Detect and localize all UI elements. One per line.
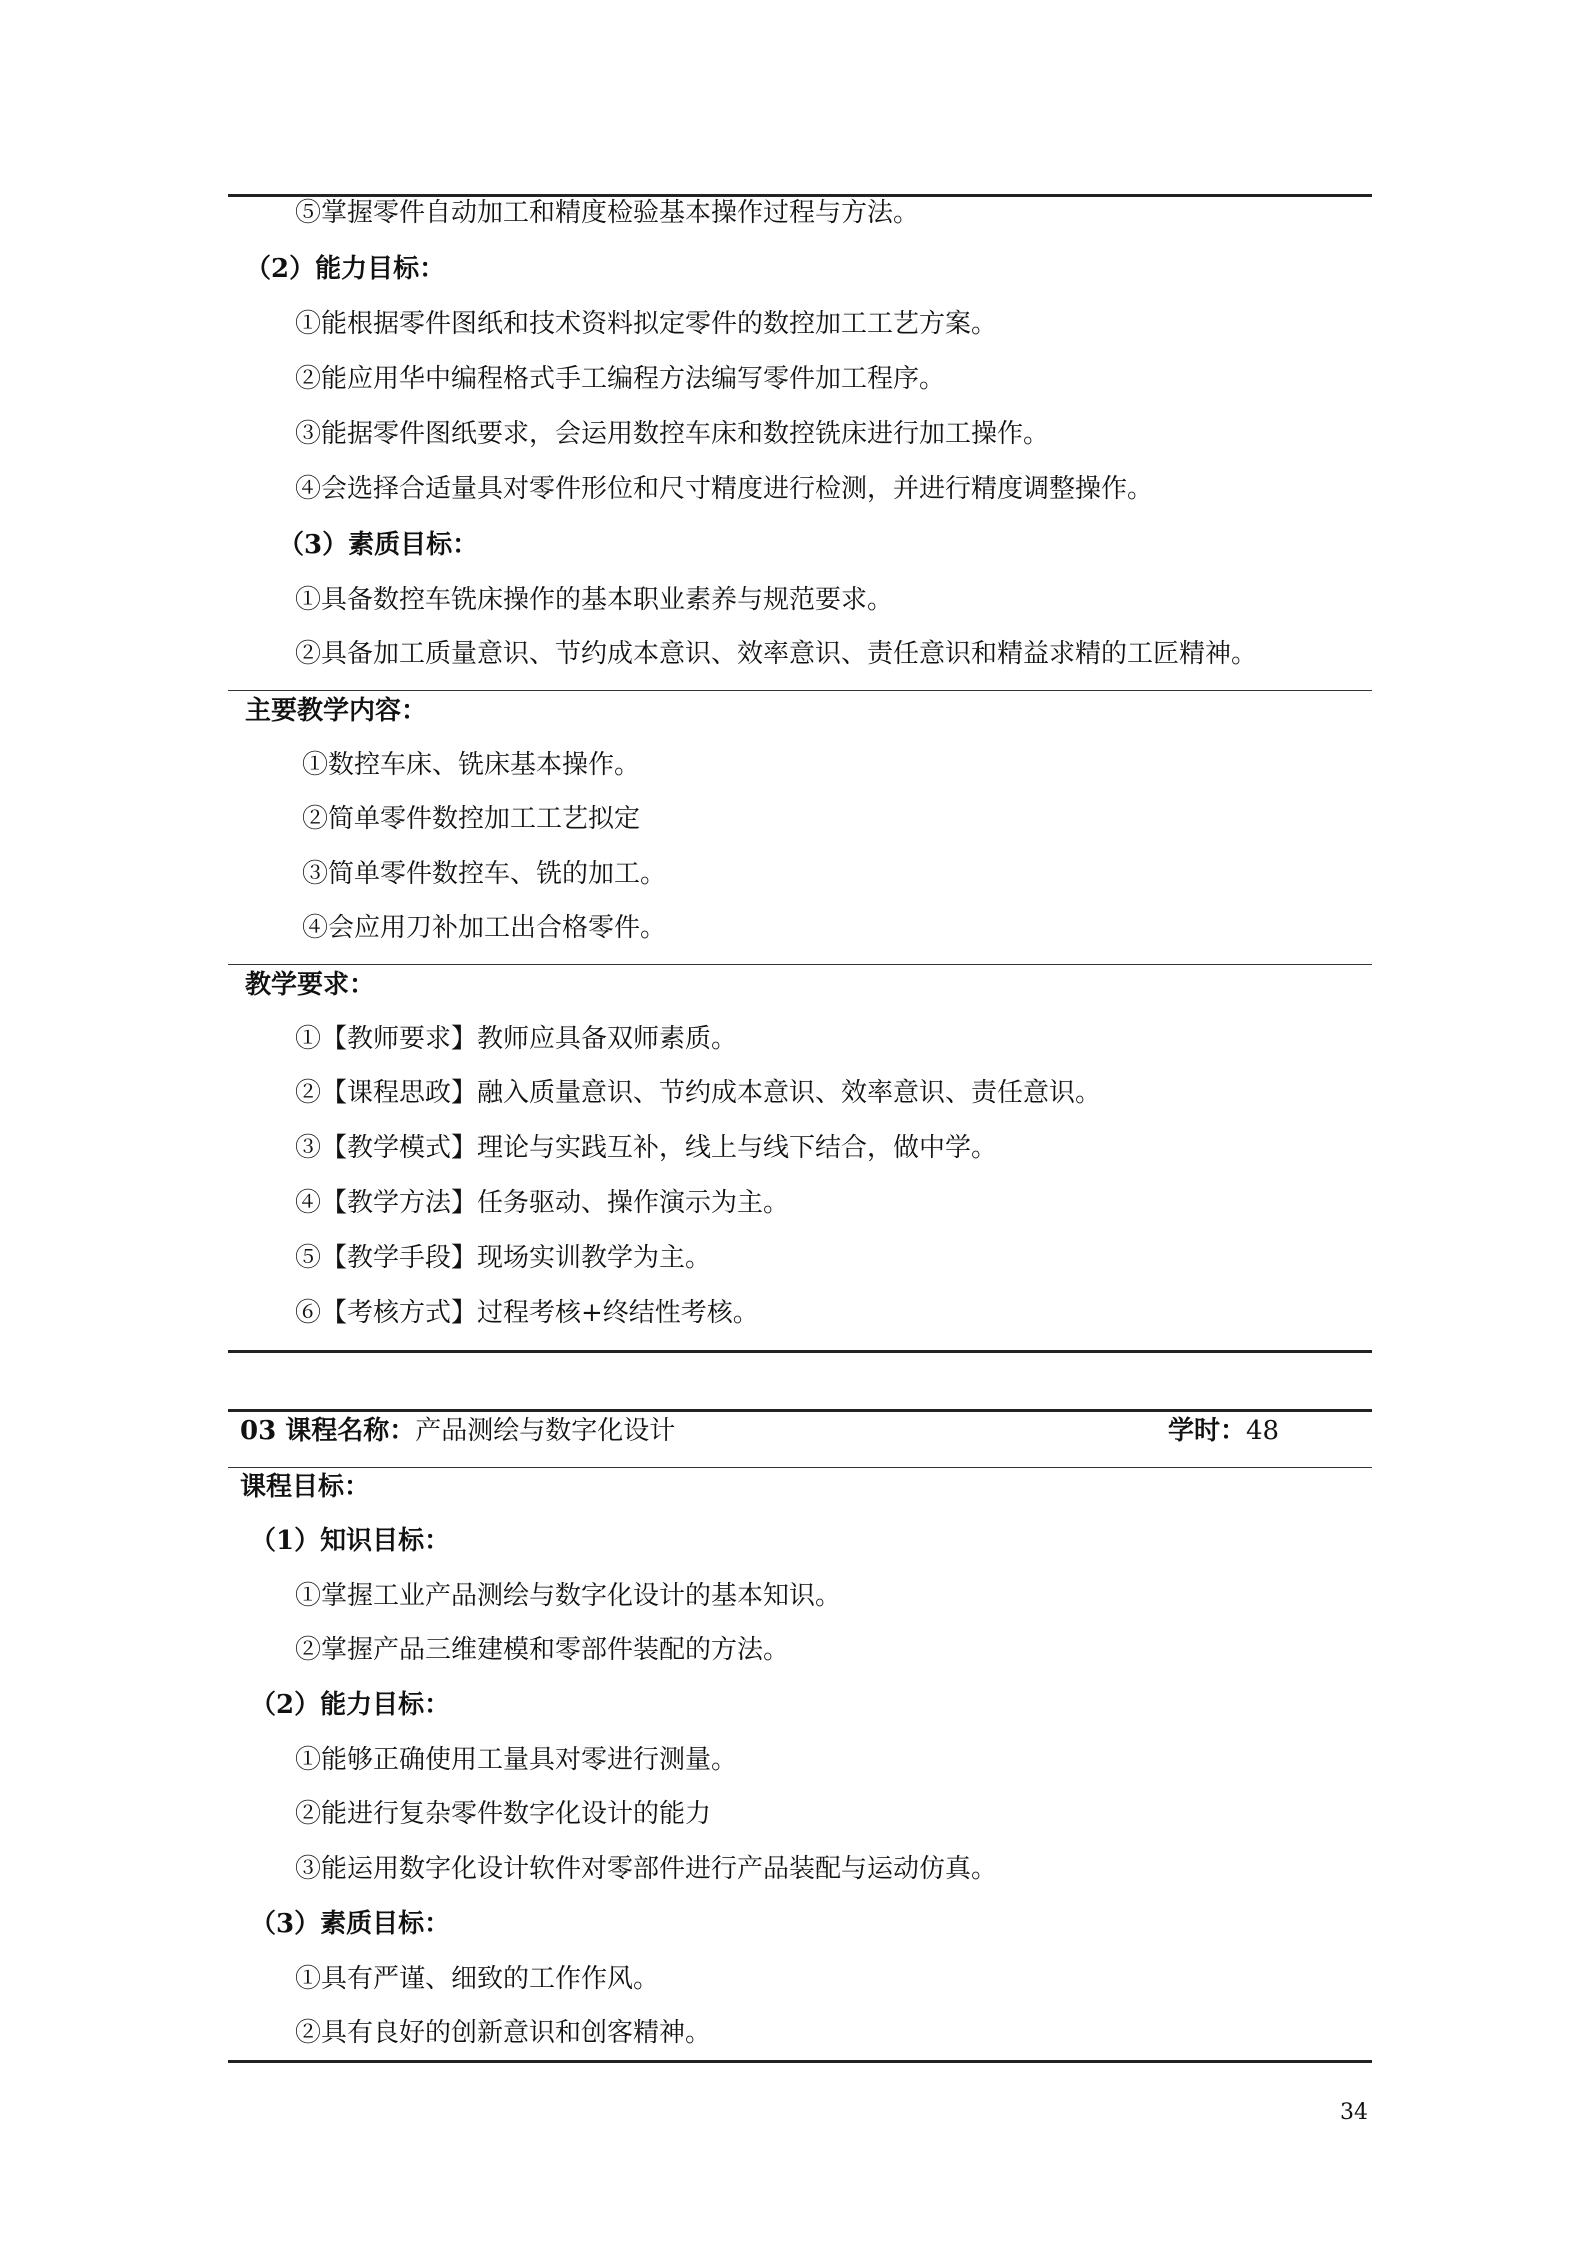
knowledge-heading: （1）知识目标： xyxy=(250,1526,451,1556)
quality-item: ②具有良好的创新意识和创客精神。 xyxy=(295,2018,712,2048)
quality-item: ①具备数控车铣床操作的基本职业素养与规范要求。 xyxy=(295,585,894,615)
course-title-row xyxy=(240,1414,675,1448)
quality-heading: （3）素质目标： xyxy=(278,530,479,560)
requirement-item: ①【教师要求】教师应具备双师素质。 xyxy=(295,1024,738,1054)
content-heading: 主要教学内容： xyxy=(245,696,428,726)
ability-item: ③能运用数字化设计软件对零部件进行产品装配与运动仿真。 xyxy=(295,1854,998,1884)
course-label: 03 课程名称： xyxy=(240,1416,416,1446)
table-top-rule xyxy=(228,1409,1372,1412)
ability-item: ③能据零件图纸要求，会运用数控车床和数控铣床进行加工操作。 xyxy=(295,419,1050,449)
ability-item: ①能根据零件图纸和技术资料拟定零件的数控加工工艺方案。 xyxy=(295,309,998,339)
quality-heading: （3）素质目标： xyxy=(250,1909,451,1939)
ability-heading: （2）能力目标： xyxy=(245,254,446,284)
ability-heading: （2）能力目标： xyxy=(250,1690,451,1720)
course-name: 产品测绘与数字化设计 xyxy=(415,1416,676,1446)
course-hours xyxy=(1168,1414,1279,1448)
ability-item: ②能进行复杂零件数字化设计的能力 xyxy=(295,1799,712,1829)
requirement-item: ⑤【教学手段】现场实训教学为主。 xyxy=(295,1243,712,1273)
table-bottom-rule xyxy=(228,1350,1372,1353)
quality-item: ①具有严谨、细致的工作作风。 xyxy=(295,1964,660,1994)
ability-item: ④会选择合适量具对零件形位和尺寸精度进行检测，并进行精度调整操作。 xyxy=(295,474,1154,504)
requirement-item: ②【课程思政】融入质量意识、节约成本意识、效率意识、责任意识。 xyxy=(295,1078,1102,1108)
section-divider xyxy=(228,690,1372,691)
section-divider xyxy=(228,964,1372,965)
section-divider xyxy=(228,1467,1372,1468)
knowledge-item-5: ⑤掌握零件自动加工和精度检验基本操作过程与方法。 xyxy=(295,198,920,228)
requirements-heading: 教学要求： xyxy=(245,970,376,1000)
knowledge-item: ②掌握产品三维建模和零部件装配的方法。 xyxy=(295,1635,790,1665)
table-bottom-rule xyxy=(228,2060,1372,2063)
requirement-item: ③【教学模式】理论与实践互补，线上与线下结合，做中学。 xyxy=(295,1133,998,1163)
requirement-item: ④【教学方法】任务驱动、操作演示为主。 xyxy=(295,1188,790,1218)
content-item: ④会应用刀补加工出合格零件。 xyxy=(302,913,667,943)
requirement-item: ⑥【考核方式】过程考核+终结性考核。 xyxy=(295,1298,759,1328)
content-item: ②简单零件数控加工工艺拟定 xyxy=(302,804,641,834)
ability-item: ②能应用华中编程格式手工编程方法编写零件加工程序。 xyxy=(295,364,946,394)
course-goal-heading: 课程目标： xyxy=(240,1472,371,1502)
hours-label: 学时： xyxy=(1168,1416,1247,1446)
quality-item: ②具备加工质量意识、节约成本意识、效率意识、责任意识和精益求精的工匠精神。 xyxy=(295,639,1258,669)
page-number: 34 xyxy=(1340,2100,1368,2125)
content-item: ③简单零件数控车、铣的加工。 xyxy=(302,859,667,889)
knowledge-item: ①掌握工业产品测绘与数字化设计的基本知识。 xyxy=(295,1581,842,1611)
ability-item: ①能够正确使用工量具对零进行测量。 xyxy=(295,1745,738,1775)
hours-value: 48 xyxy=(1246,1416,1280,1446)
content-item: ①数控车床、铣床基本操作。 xyxy=(302,750,641,780)
